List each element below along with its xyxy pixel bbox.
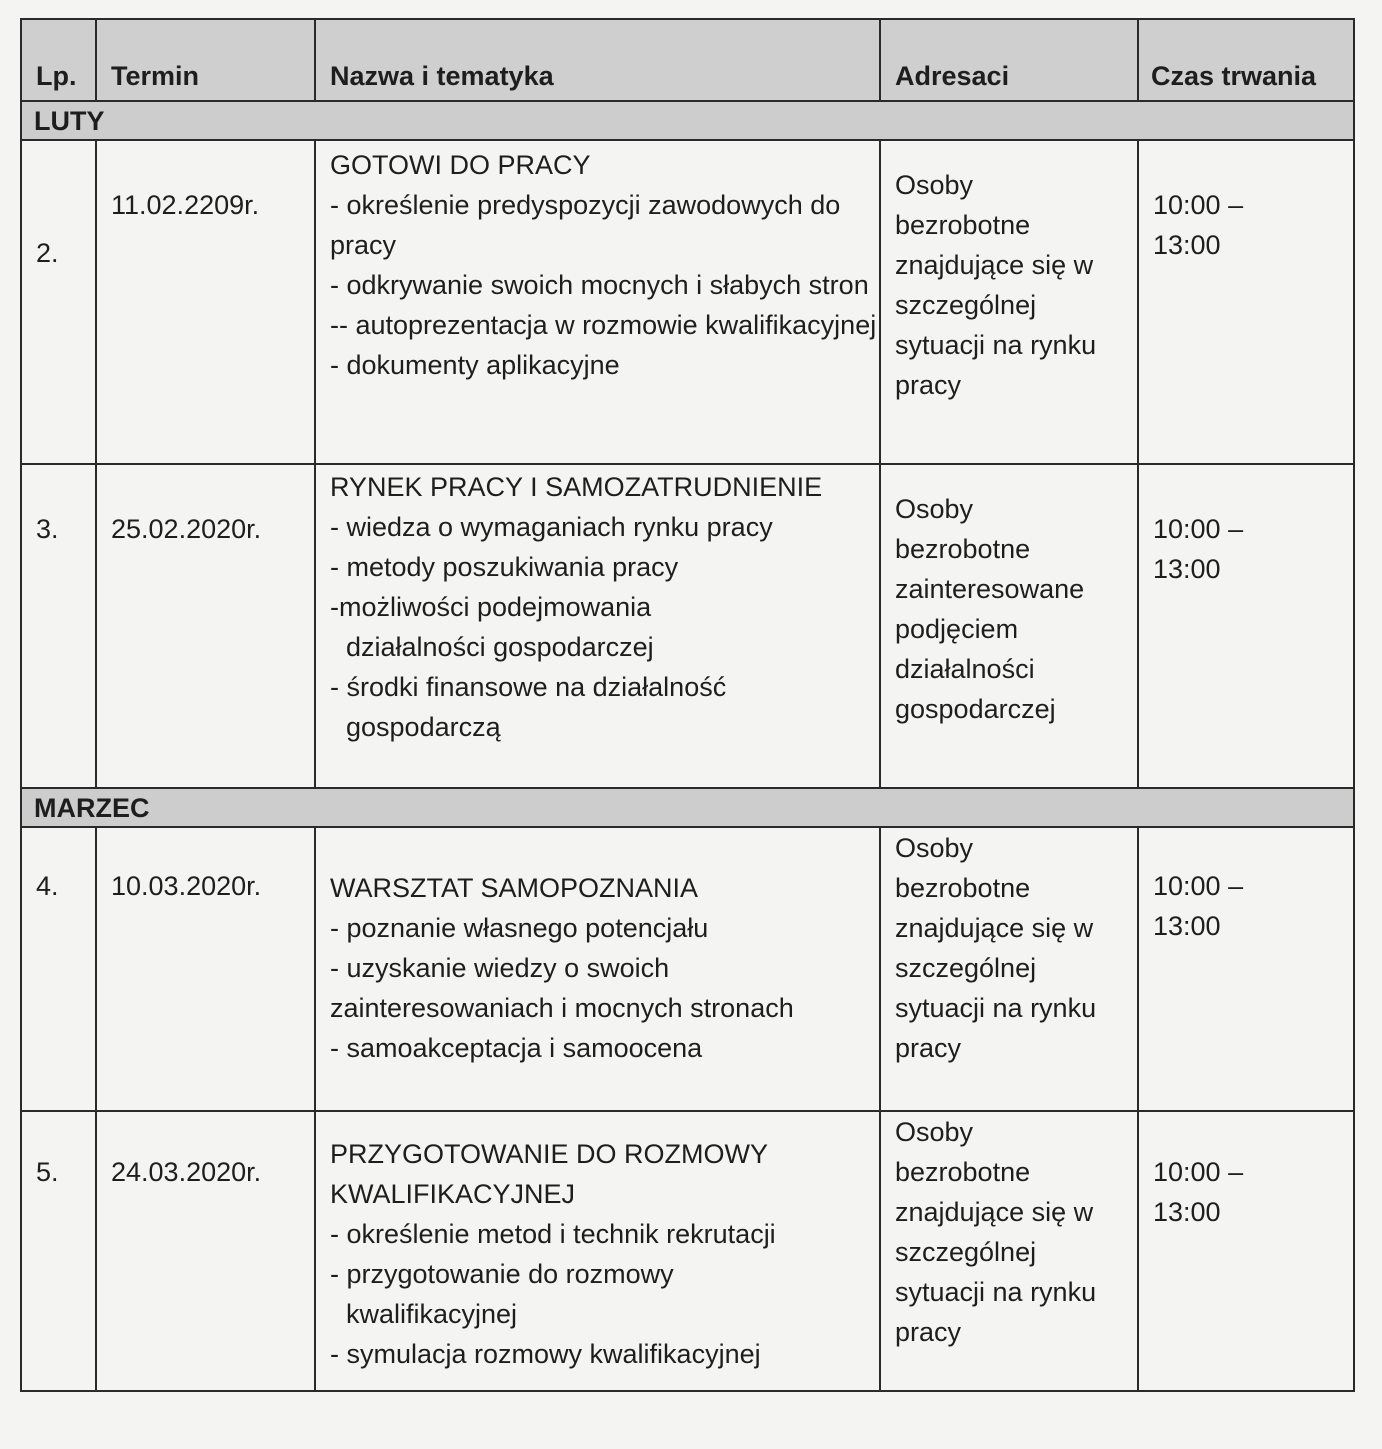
row-duration-line: 13:00 [1153,1197,1221,1227]
row-addressee-line: sytuacji na rynku [895,330,1097,360]
row-addressee-line: bezrobotne [895,534,1031,564]
table-row [21,464,1354,788]
row-addressee-line: szczególnej [895,1237,1037,1267]
header-czas: Czas trwania [1138,19,1354,101]
row-addressee-line: działalności [895,654,1035,684]
row-duration-line: 10:00 – [1153,1157,1244,1187]
row-item: działalności gospodarczej [346,632,654,662]
row-item: - metody poszukiwania pracy [330,552,679,582]
row-date: 10.03.2020r. [111,871,262,901]
row-item: - odkrywanie swoich mocnych i słabych stron [330,270,869,300]
row-addressee-line: sytuacji na rynku [895,1277,1097,1307]
row-date: 24.03.2020r. [111,1157,262,1187]
header-termin: Termin [96,19,315,101]
row-title: PRZYGOTOWANIE DO ROZMOWY KWALIFIKACYJNEJ [330,1139,776,1209]
row-addressee-line: szczególnej [895,953,1037,983]
row-lp: 5. [36,1157,59,1187]
row-item: - samoakceptacja i samoocena [330,1033,703,1063]
row-date: 25.02.2020r. [111,514,262,544]
row-addressee-line: znajdujące się w [895,913,1094,943]
header-lp: Lp. [21,19,96,101]
row-duration-line: 13:00 [1153,911,1221,941]
row-duration-line: 10:00 – [1153,190,1244,220]
row-item: - określenie predyspozycji zawodowych do pracy [330,190,848,260]
row-lp: 2. [36,238,59,268]
row-addressee-line: sytuacji na rynku [895,993,1097,1023]
row-title: RYNEK PRACY I SAMOZATRUDNIENIE [330,472,823,502]
row-addressee-line: Osoby [895,494,974,524]
table-row [21,827,1354,1111]
row-date: 11.02.2209r. [111,190,260,220]
header-nazwa: Nazwa i tematyka [315,19,880,101]
header-row [21,19,1354,101]
row-addressee-line: pracy [895,1033,962,1063]
section-row-luty [21,101,1354,140]
row-addressee-line: szczególnej [895,290,1037,320]
row-addressee-line: bezrobotne [895,1157,1031,1187]
row-title: GOTOWI DO PRACY [330,150,591,180]
row-duration-line: 13:00 [1153,230,1221,260]
row-duration-line: 10:00 – [1153,514,1244,544]
schedule-table [20,18,1355,1392]
row-item: gospodarczą [346,712,501,742]
row-addressee-line: zainteresowane [895,574,1085,604]
row-addressee-line: Osoby [895,1117,974,1147]
row-duration-line: 10:00 – [1153,871,1244,901]
row-addressee-line: znajdujące się w [895,250,1094,280]
row-item: -- autoprezentacja w rozmowie kwalifikacyjnej [330,310,877,340]
row-addressee-line: bezrobotne [895,210,1031,240]
table-row [21,140,1354,464]
row-item: - dokumenty aplikacyjne [330,350,620,380]
row-item: - wiedza o wymaganiach rynku pracy [330,512,773,542]
row-lp: 3. [36,514,59,544]
table-row [21,1111,1354,1391]
row-duration-line: 13:00 [1153,554,1221,584]
row-addressee-line: znajdujące się w [895,1197,1094,1227]
row-item: - przygotowanie do rozmowy [330,1259,674,1289]
section-month: MARZEC [21,788,1354,827]
row-addressee-line: gospodarczej [895,694,1056,724]
section-row-marzec [21,788,1354,827]
row-addressee-line: podjęciem [895,614,1019,644]
row-item: - symulacja rozmowy kwalifikacyjnej [330,1339,761,1369]
row-title: WARSZTAT SAMOPOZNANIA [330,873,699,903]
row-addressee-line: pracy [895,370,962,400]
section-month: LUTY [21,101,1354,140]
row-item: - uzyskanie wiedzy o swoich zainteresowaniach i mocnych stronach [330,953,794,1023]
row-addressee-line: Osoby [895,833,974,863]
row-item: kwalifikacyjnej [346,1299,518,1329]
row-item: -możliwości podejmowania [330,592,652,622]
row-addressee-line: bezrobotne [895,873,1031,903]
row-item: - poznanie własnego potencjału [330,913,709,943]
row-lp: 4. [36,871,59,901]
row-addressee-line: pracy [895,1317,962,1347]
row-addressee-line: Osoby [895,170,974,200]
header-adresaci: Adresaci [880,19,1138,101]
row-item: - określenie metod i technik rekrutacji [330,1219,776,1249]
row-item: - środki finansowe na działalność [330,672,727,702]
